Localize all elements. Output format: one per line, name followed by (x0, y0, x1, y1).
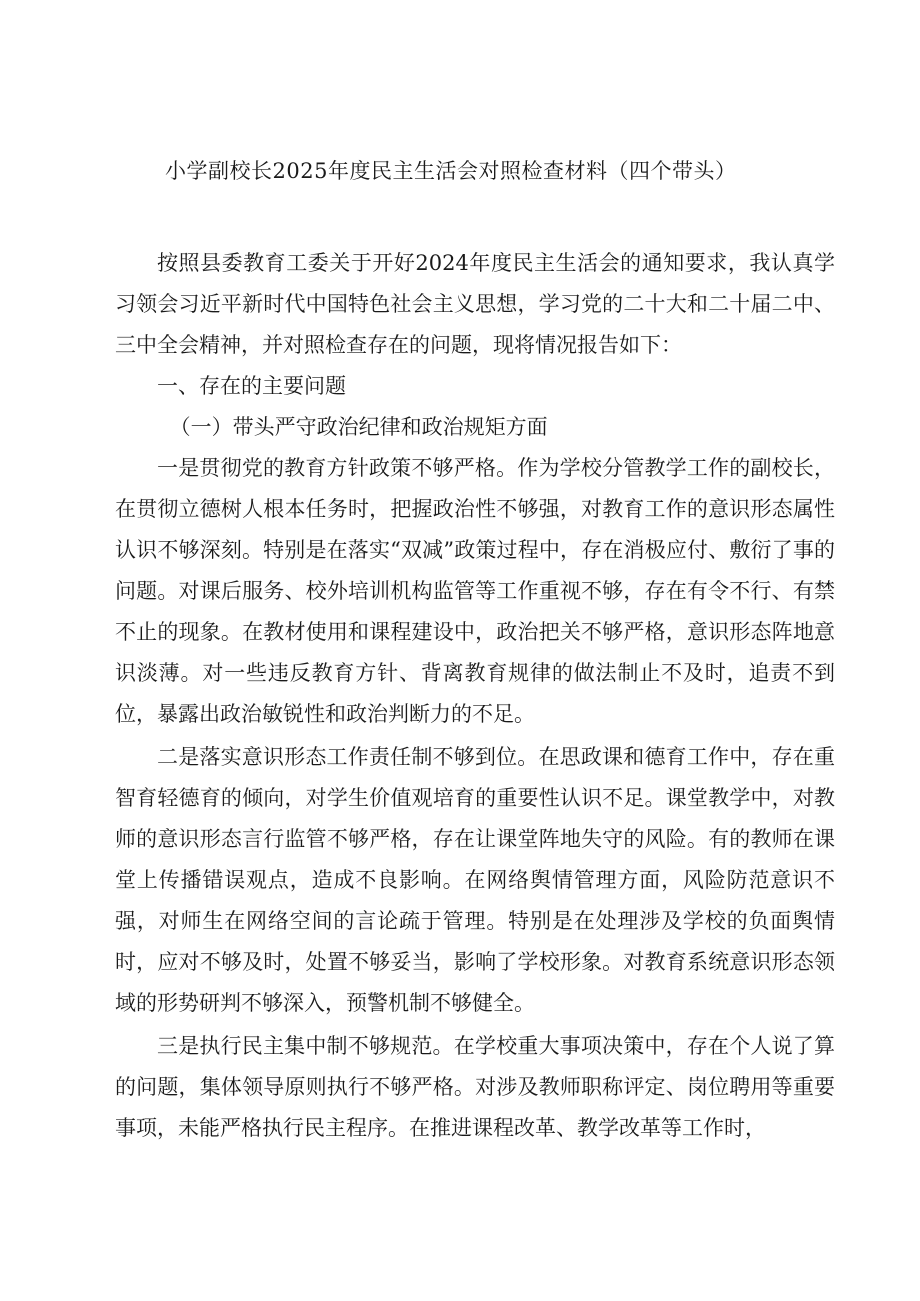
document-title: 小学副校长2025年度民主生活会对照检查材料（四个带头） (165, 159, 737, 183)
document-body (115, 243, 835, 1149)
paragraph-1: 一是贯彻党的教育方针政策不够严格。作为学校分管教学工作的副校长，在贯彻立德树人根本任务时，把握政治性不够强，对教育工作的意识形态属性认识不够深刻。特别是在落实“双减”政策过程中，存在消极应付、敷衍了事的问题。对课后服务、校外培训机构监管等工作重视不够，存在有令不行、有禁不止的现象。在教材使用和课程建设中，政治把关不够严格，意识形态阵地意识淡薄。对一些违反教育方针、背离教育规律的做法制止不及时，追责不到位，暴露出政治敏锐性和政治判断力的不足。 (115, 456, 835, 726)
paragraph-3: 三是执行民主集中制不够规范。在学校重大事项决策中，存在个人说了算的问题，集体领导原则执行不够严格。对涉及教师职称评定、岗位聘用等重要事项，未能严格执行民主程序。在推进课程改革、教学改革等工作时， (115, 1034, 835, 1140)
subsection-heading: （一）带头严守政治纪律和政治规矩方面 (169, 415, 548, 439)
intro-paragraph: 按照县委教育工委关于开好2024年度民主生活会的通知要求，我认真学习领会习近平新时代中国特色社会主义思想，学习党的二十大和二十届二中、三中全会精神，并对照检查存在的问题，现将情况报告如下： (115, 251, 835, 357)
paragraph-2: 二是落实意识形态工作责任制不够到位。在思政课和德育工作中，存在重智育轻德育的倾向，对学生价值观培育的重要性认识不足。课堂教学中，对教师的意识形态言行监管不够严格，存在让课堂阵地失守的风险。有的教师在课堂上传播错误观点，造成不良影响。在网络舆情管理方面，风险防范意识不强，对师生在网络空间的言论疏于管理。特别是在处理涉及学校的负面舆情时，应对不够及时，处置不够妥当，影响了学校形象。对教育系统意识形态领域的形势研判不够深入，预警机制不够健全。 (115, 745, 835, 1015)
section-heading: 一、存在的主要问题 (157, 374, 346, 398)
